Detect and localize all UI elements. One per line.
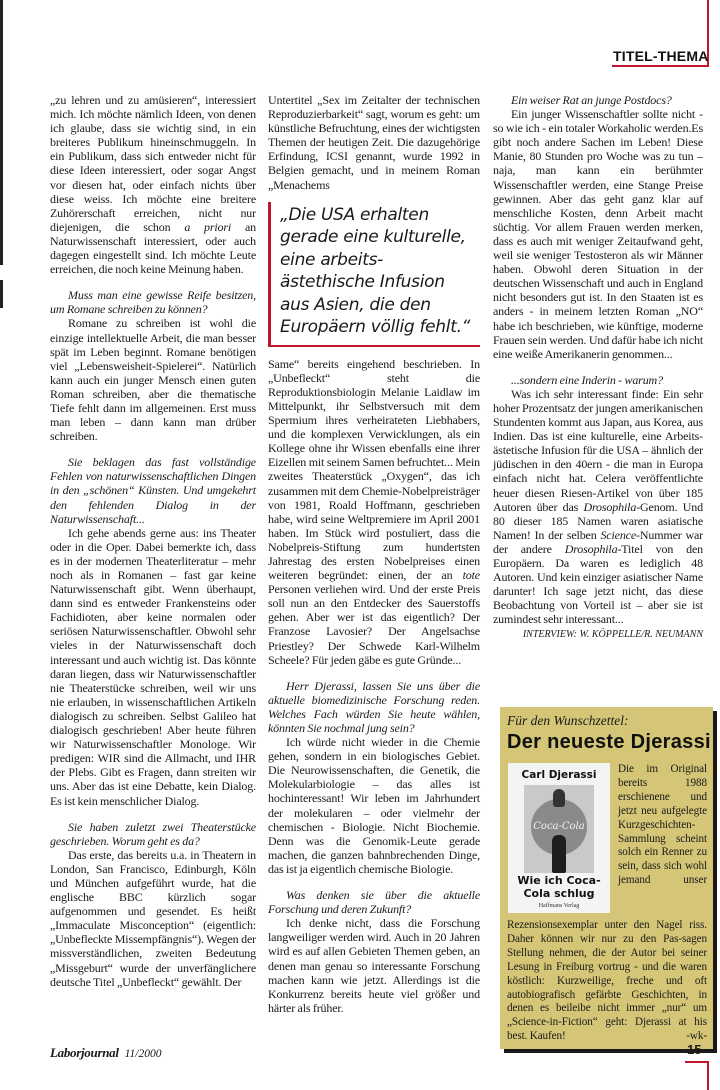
interview-question: ...sondern eine Inderin - warum? xyxy=(511,372,663,387)
book-cover-illustration xyxy=(524,785,594,873)
footer-journal xyxy=(50,1045,162,1062)
paragraph: „zu lehren und zu amüsieren“, interessiert mich. Ich möchte nämlich Ideen, von denen ich glaube, dass sie wichtig sind, in ein breiteres Publikum hineinschmuggeln. In ein Publikum, dass sich entweder nicht für diese Ideen interessiert, oder sogar Angst vor diesen hat, oder einfach nichts über diese weiss. Ich möchte eine breitere Zuhörerschaft erreichen, nicht nur diejenigen, die schon a priori an Naturwissenschaft interessiert, oder auch dagegen eingestellt sind. Ich möchte Leute erreichen, die noch keine Meinung haben. xyxy=(50,93,256,277)
box-text-continued: sagen Stellung nehmen, die der Autor bei seiner Lesung in Freiburg vortrug - und die waren köstlich: Kurzweilige, freche und oft autobiografisch gefärbte Geschichten, in denen es beileibe nicht immer „nur“ um „Science-in-Fiction“ geht: Djerassi at his best. Kaufen! xyxy=(507,932,707,1043)
author-signature: -wk- xyxy=(686,1030,707,1043)
book-cover-author: Carl Djerassi xyxy=(521,769,597,781)
interview-question: Herr Djerassi, lassen Sie uns über die aktuelle biomedizinische Forschung reden. Welches Fach würden Sie heute wählen, könnten Sie nochmal jung sein? xyxy=(268,678,480,735)
interview-answer: Das erste, das bereits u.a. in Theatern in London, San Francisco, Edinburgh, Köln und München aufgeführt wurde, hat die englische BBC kürzlich sogar aufgenommen und gesendet. Es heißt „Immaculate Misconception“ (eigentlich: „Unbefleckte Missempfängnis“). Wegen der missverständlichen, zweiten Bedeutung „Missgeburt“ wurde der unverfänglichere deutsche Titel „Unbefleckt“ gewählt. Der xyxy=(50,847,256,989)
interview-answer: Ein junger Wissenschaftler sollte nicht - so wie ich - ein totaler Workaholic werden.Es gibt noch andere Sachen im Leben! Diese Manie, 80 Stunden pro Woche was zu tun – naja, man kann ein berühmter Wissenschaftler werden, eine Stange Preise gewinnen. Aber das geht ganz klar auf menschliche Kosten, denn Arbeit macht süchtig. Vor allem Frauen werden merken, dass es auch mit weniger Zeitaufwand geht, weil sie weniger Testosteron als wir Männer haben. Obwohl deren Situation in der deutschen Wissenschaft und auch in England nicht besonders gut ist. In den Staaten ist es anders - in meinem letzten Roman „NO“ habe ich beschrieben, wie künftige, moderne Frauen sein werden. Und dafür habe ich nicht eine weiße Amerikanerin genommen... xyxy=(493,107,703,361)
interview-answer: Ich denke nicht, dass die Forschung langweiliger werden wird. Auch in 20 Jahren wird es auf allen Gebieten Themen geben, an denen man genau so interessante Forschung machen kann wie jetzt. Allerdings ist die Konkurrenz bereits heute viel größer und härter als früher. xyxy=(268,916,480,1015)
interview-answer: Romane zu schreiben ist wohl die einzige intellektuelle Arbeit, die man besser spät im Leben beginnt. Romane benötigen viel „Lebensweisheit-Spielerei“. Natürlich kann auch ein junger Mensch einen guten Roman schreiben, aber die thematische Tiefe fehlt dann im allgemeinen. Erst muss man leben – dann kann man drüber schreiben. xyxy=(50,316,256,444)
journal-issue: 11/2000 xyxy=(124,1048,162,1060)
book-cover-title: Wie ich Coca-Cola schlug xyxy=(517,874,601,900)
interview-question: Sie beklagen das fast vollständige Fehlen von naturwissenschaftlichen Dingen in den „schönen“ Künsten. Und umgekehrt den fehlenden Dialog in der Naturwissenschaft... xyxy=(50,455,256,526)
book-cover-logo: Coca-Cola xyxy=(533,821,585,832)
page-number: 15 xyxy=(687,1042,702,1057)
box-kicker: Für den Wunschzettel: xyxy=(507,713,629,728)
interview-byline: INTERVIEW: W. KÖPPELLE/R. NEUMANN xyxy=(522,629,703,641)
book-cover-image xyxy=(508,763,610,913)
pull-quote: „Die USA erhalten gerade eine kulturelle, eine arbeits-ästethische Infusion aus Asien, die den Europäern völlig fehlt.“ xyxy=(268,202,480,347)
left-margin-rule xyxy=(0,0,3,265)
footer-accent-line-vertical xyxy=(707,1061,709,1090)
article-column-2 xyxy=(268,93,480,1033)
book-recommendation-box xyxy=(500,707,713,1049)
box-body xyxy=(507,763,707,1044)
interview-answer: Ich gehe abends gerne aus: ins Theater oder in die Oper. Dabei bemerkte ich, dass es in der modernen Theaterliteratur – mehr noch als in Romanen – fast gar keine Naturwissenschaft gibt. Wenn überhaupt, dann sind es entweder Frankensteins oder Fachidioten, aber keine normalen oder seriösen Naturwissenschaftler. Obwohl sehr vieles in der Naturwissenschaft doch interessant und auch wichtig ist. Das könnte daran liegen, dass wir Naturwissenschaftler nie Theaterstücke schreiben, weil wir uns nie erlauben, in wissenschaftlichen Artikeln dialogisch zu schreiben. Selbst Galileo hat dialogisch geschrieben! Aber heute führen wir Naturwissenschaftler Monologe. Wir predigen: WIR sind die Allmacht, und IHR der Plebs. Gibt es Fragen, dann streiten wir uns. Aber das ist eine Debatte, kein Dialog. Es ist kein menschlicher Dialog. xyxy=(50,525,256,808)
interview-answer: Was ich sehr interessant finde: Ein sehr hoher Prozentsatz der jungen amerikanischen Stundenten kommt aus Japan, aus Korea, aus Indien. Das ist eine kulturelle, eine Arbeits-ästetische Infusion für die USA – ähnlich der jüdischen in den 40ern - die man in Europa einfach nicht hat. Celera veröffentlichte heuer diesen Riesen-Artikel von über 185 Autoren über das Drosophila-Genom. Und 80 dieser 185 Namen waren asiatische Namen! In der selben Science-Nummer war der andere Drosophila-Titel von den Europäern. Da waren es lediglich 48 Autoren. Und kein einziger asiatischer Name darunter! Ich sage jetzt nicht, das diese Beobachtung von Vorteil ist – aber sie ist zumindest sehr interessant... xyxy=(493,386,704,627)
box-title: Der neueste Djerassi xyxy=(507,731,711,753)
section-label: TITEL-THEMA xyxy=(613,48,709,64)
interview-answer: Ich würde nicht wieder in die Chemie gehen, sondern in ein biologisches Gebiet. Die Neurowissenschaften, die Genetik, die Molekularbiologie – das alles ist hochinteressant! Wir leben im Jahrhundert der molekularen – oder vielmehr der chemischen - Biologie. Nicht Biochemie. Denn was die Genomik-Leute gerade machen, die ganzen bahnbrechenden Dinge, das ist ja eigentlich chemische Biologie. xyxy=(268,735,480,876)
box-text: Die im Original bereits 1988 erschienene und jetzt neu aufgelegte Kurzgeschichten-Sammlung scheint solch ein Renner zu sein, dass sich wohl jemand unser Rezensionsexemplar unter den Nagel riss. Daher können wir nur zu den Pas- xyxy=(507,763,707,945)
book-cover-publisher: Haffmans Verlag xyxy=(538,903,580,909)
figure-silhouette-icon xyxy=(553,789,565,807)
article-column-3 xyxy=(493,93,703,699)
bottle-icon xyxy=(552,835,566,873)
paragraph: Same“ bereits eingehend beschrieben. In „Unbefleckt“ steht die Reproduktionsbiologin Melanie Laidlaw im Mittelpunkt, ihr Selbstversuch mit dem Spermium ihres verheirateten Liebhabers, und die komplexen Verwicklungen, als ein Kollege ohne ihr Wissen ebenfalls eine ihrer Eizellen mit seinem Samen befruchtet... Mein zweites Theaterstück „Oxygen“, das ich zusammen mit dem Chemie-Nobelpreisträger von 1981, Roald Hoffmann, geschrieben habe, wird seine Weltpremiere im April 2001 haben. Im Stück wird postuliert, dass die Nobelpreis-Stiftung zum hundertsten Jahrestag des ersten Nobelpreises einen weiteren begründet: einen, der an tote Personen verliehen wird. Und der erste Preis soll nun an den Entdecker des Sauerstoffs gehen. Aber wer ist das eigentlich? Der Franzose Lavosier? Der Angelsachse Priestley? Der Schwede Karl-Wilhelm Scheele? Für jeden gäbe es gute Gründe... xyxy=(268,356,480,667)
article-column-1 xyxy=(50,93,256,1033)
journal-logo: Laborjournal xyxy=(50,1045,119,1060)
interview-question: Was denken sie über die aktuelle Forschung und deren Zukunft? xyxy=(268,888,480,917)
left-margin-rule-short xyxy=(0,280,3,308)
interview-question: Sie haben zuletzt zwei Theaterstücke geschrieben. Worum geht es da? xyxy=(50,819,256,848)
header-accent-line-horizontal xyxy=(612,65,709,67)
footer-accent-line-horizontal xyxy=(685,1061,709,1063)
paragraph: Untertitel „Sex im Zeitalter der technischen Reproduzierbarkeit“ sagt, worum es geht: um künstliche Befruchtung, eines der wichtigsten Themen der heutigen Zeit. Die dazugehörige Erfindung, ICSI genannt, wurde 1992 in Belgien gemacht, und in meinem Roman „Menachems xyxy=(268,93,480,192)
interview-question: Ein weiser Rat an junge Postdocs? xyxy=(511,93,672,107)
interview-question: Muss man eine gewisse Reife besitzen, um Romane schreiben zu können? xyxy=(50,288,256,317)
